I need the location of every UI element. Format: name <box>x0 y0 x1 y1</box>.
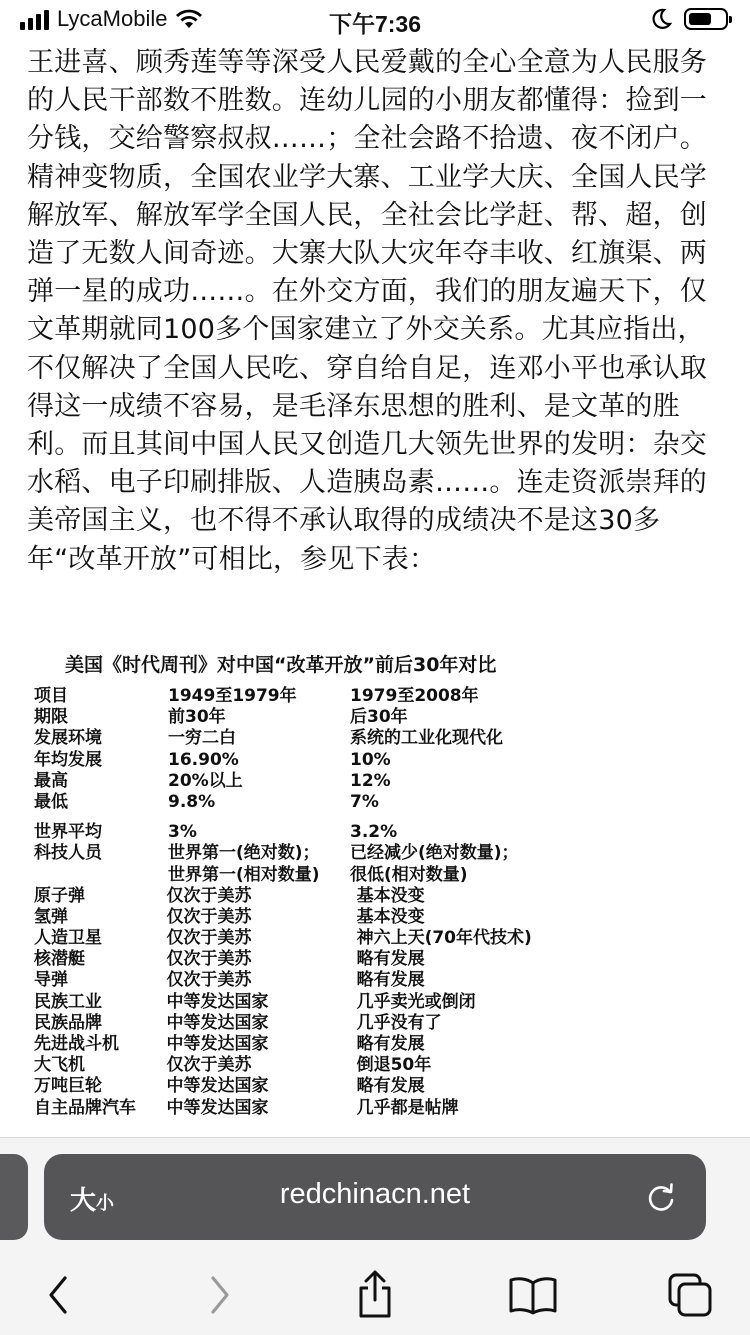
table-cell: 大飞机 <box>34 1055 85 1076</box>
url-text[interactable]: redchinacn.net <box>279 1178 471 1210</box>
article-body <box>27 44 727 644</box>
share-icon <box>355 1270 395 1320</box>
tabs-button[interactable] <box>665 1270 715 1320</box>
table-cell: 仅次于美苏 <box>166 1055 252 1076</box>
status-bar <box>0 0 750 40</box>
table-cell: 最高 <box>34 770 68 791</box>
tabs-icon <box>667 1272 713 1318</box>
table-cell: 9.8% <box>168 791 216 812</box>
table-row <box>34 1076 594 1097</box>
previous-tab-peek[interactable] <box>0 1154 28 1240</box>
table-row <box>34 1098 594 1119</box>
table-cell: 7% <box>350 791 379 812</box>
table-row <box>34 822 594 843</box>
table-cell: 一穷二白 <box>168 728 236 749</box>
table-cell: 氢弹 <box>34 906 68 927</box>
status-right <box>650 8 728 30</box>
table-cell: 自主品牌汽车 <box>34 1097 136 1118</box>
table-row <box>34 1055 594 1076</box>
text-size-small: 小 <box>96 1193 115 1214</box>
table-row <box>34 771 594 792</box>
table-cell: 原子弹 <box>34 885 85 906</box>
table-row <box>34 750 594 771</box>
table-cell: 仅次于美苏 <box>166 906 252 927</box>
table-cell: 中等发达国家 <box>166 1076 269 1097</box>
carrier-name: LycaMobile <box>57 6 168 31</box>
table-cell: 3.2% <box>350 822 398 843</box>
table-cell: 16.90% <box>168 749 239 770</box>
comparison-table-image <box>27 650 617 1125</box>
comparison-table <box>34 686 594 1119</box>
back-icon <box>43 1274 73 1316</box>
table-cell: 中等发达国家 <box>166 1012 269 1033</box>
table-row <box>34 928 594 949</box>
table-cell: 导弹 <box>34 970 68 991</box>
table-cell: 略有发展 <box>356 970 425 991</box>
table-cell: 最低 <box>34 791 68 812</box>
table-row <box>34 970 594 991</box>
table-cell: 万吨巨轮 <box>34 1076 102 1097</box>
table-cell: 后30年 <box>350 707 408 728</box>
navigation-bar <box>0 1270 750 1320</box>
share-button[interactable] <box>350 1270 400 1320</box>
table-cell: 项目 <box>34 686 68 706</box>
table-row <box>34 992 594 1013</box>
table-cell: 基本没变 <box>356 885 425 906</box>
table-cell: 民族品牌 <box>34 1012 102 1033</box>
table-cell: 仅次于美苏 <box>166 928 252 949</box>
table-row <box>34 907 594 928</box>
table-cell: 仅次于美苏 <box>166 970 252 991</box>
table-row <box>34 886 594 907</box>
status-time: 下午7:36 <box>328 11 422 37</box>
table-cell: 1949至1979年 <box>168 686 297 706</box>
table-cell: 1979至2008年 <box>350 686 479 706</box>
table-cell: 12% <box>350 770 391 791</box>
table-row <box>34 728 594 749</box>
table-cell: 期限 <box>34 707 68 728</box>
table-cell: 仅次于美苏 <box>166 885 252 906</box>
forward-button[interactable] <box>195 1270 245 1320</box>
table-cell: 已经减少(绝对数量)； <box>350 843 519 864</box>
bookmarks-icon <box>508 1275 558 1315</box>
table-cell: 民族工业 <box>34 991 102 1012</box>
table-cell: 几乎都是帖牌 <box>356 1097 459 1118</box>
table-row <box>34 1013 594 1034</box>
text-size-label: 大 <box>70 1186 97 1216</box>
table-cell: 倒退50年 <box>356 1055 432 1076</box>
reload-icon[interactable] <box>644 1180 678 1214</box>
table-cell <box>34 865 168 886</box>
table-cell: 几乎卖光或倒闭 <box>356 991 476 1012</box>
table-cell: 中等发达国家 <box>166 1034 269 1054</box>
table-cell: 核潜艇 <box>34 949 85 970</box>
table-cell: 前30年 <box>168 707 226 728</box>
table-cell: 中等发达国家 <box>166 1097 269 1118</box>
table-cell: 发展环境 <box>34 728 102 749</box>
table-cell: 人造卫星 <box>34 928 102 949</box>
table-cell: 年均发展 <box>34 749 102 770</box>
table-cell: 略有发展 <box>356 1034 425 1054</box>
browser-toolbar <box>0 1137 750 1335</box>
table-cell: 很低(相对数量) <box>350 864 468 885</box>
table-cell: 科技人员 <box>34 843 102 864</box>
forward-icon <box>205 1274 235 1316</box>
table-cell: 世界第一(绝对数)； <box>168 843 320 864</box>
article-paragraph: 王进喜、顾秀莲等等深受人民爱戴的全心全意为人民服务的人民干部数不胜数。连幼儿园的小朋友都懂得：捡到一分钱，交给警察叔叔……；全社会路不拾遗、夜不闭户。精神变物质，全国农业学大寨、工业学大庆、全国人民学解放军、解放军学全国人民，全社会比学赶、帮、超，创造了无数人间奇迹。大寨大队大灾年夺丰收、红旗渠、两弹一星的成功……。在外交方面，我们的朋友遍天下，仅文革期就同100多个国家建立了外交关系。尤其应指出，不仅解决了全国人民吃、穿自给自足，连邓小平也承认取得这一成绩不容易，是毛泽东思想的胜利、是文革的胜利。而且其间中国人民又创造几大领先世界的发明：杂交水稻、电子印刷排版、人造胰岛素……。连走资派崇拜的美帝国主义，也不得不承认取得的成绩决不是这30多年“改革开放”可相比，参见下表： <box>27 47 707 575</box>
do-not-disturb-moon-icon <box>650 8 672 30</box>
table-cell: 世界平均 <box>34 822 102 843</box>
table-cell: 神六上天(70年代技术) <box>356 928 532 949</box>
table-cell: 几乎没有了 <box>356 1012 442 1033</box>
table-row <box>34 707 594 728</box>
address-bar[interactable] <box>44 1154 706 1240</box>
table-title: 美国《时代周刊》对中国“改革开放”前后30年对比 <box>65 654 497 676</box>
battery-icon <box>684 8 728 30</box>
table-cell: 基本没变 <box>356 906 425 927</box>
table-row <box>34 865 594 886</box>
table-cell: 仅次于美苏 <box>166 949 252 970</box>
table-cell: 中等发达国家 <box>166 991 269 1012</box>
table-cell: 先进战斗机 <box>34 1034 119 1054</box>
table-cell: 世界第一(相对数量) <box>168 864 320 885</box>
table-cell: 略有发展 <box>356 1076 425 1097</box>
table-row <box>34 949 594 970</box>
table-cell: 略有发展 <box>356 949 425 970</box>
table-row <box>34 792 594 813</box>
table-cell: 系统的工业化现代化 <box>350 728 503 749</box>
back-button[interactable] <box>33 1270 83 1320</box>
bookmarks-button[interactable] <box>508 1270 558 1320</box>
table-row <box>34 686 594 707</box>
table-cell: 20%以上 <box>168 770 243 791</box>
table-cell: 10% <box>350 749 391 770</box>
table-row <box>34 843 594 864</box>
table-cell: 3% <box>168 822 197 843</box>
table-row <box>34 1034 594 1055</box>
